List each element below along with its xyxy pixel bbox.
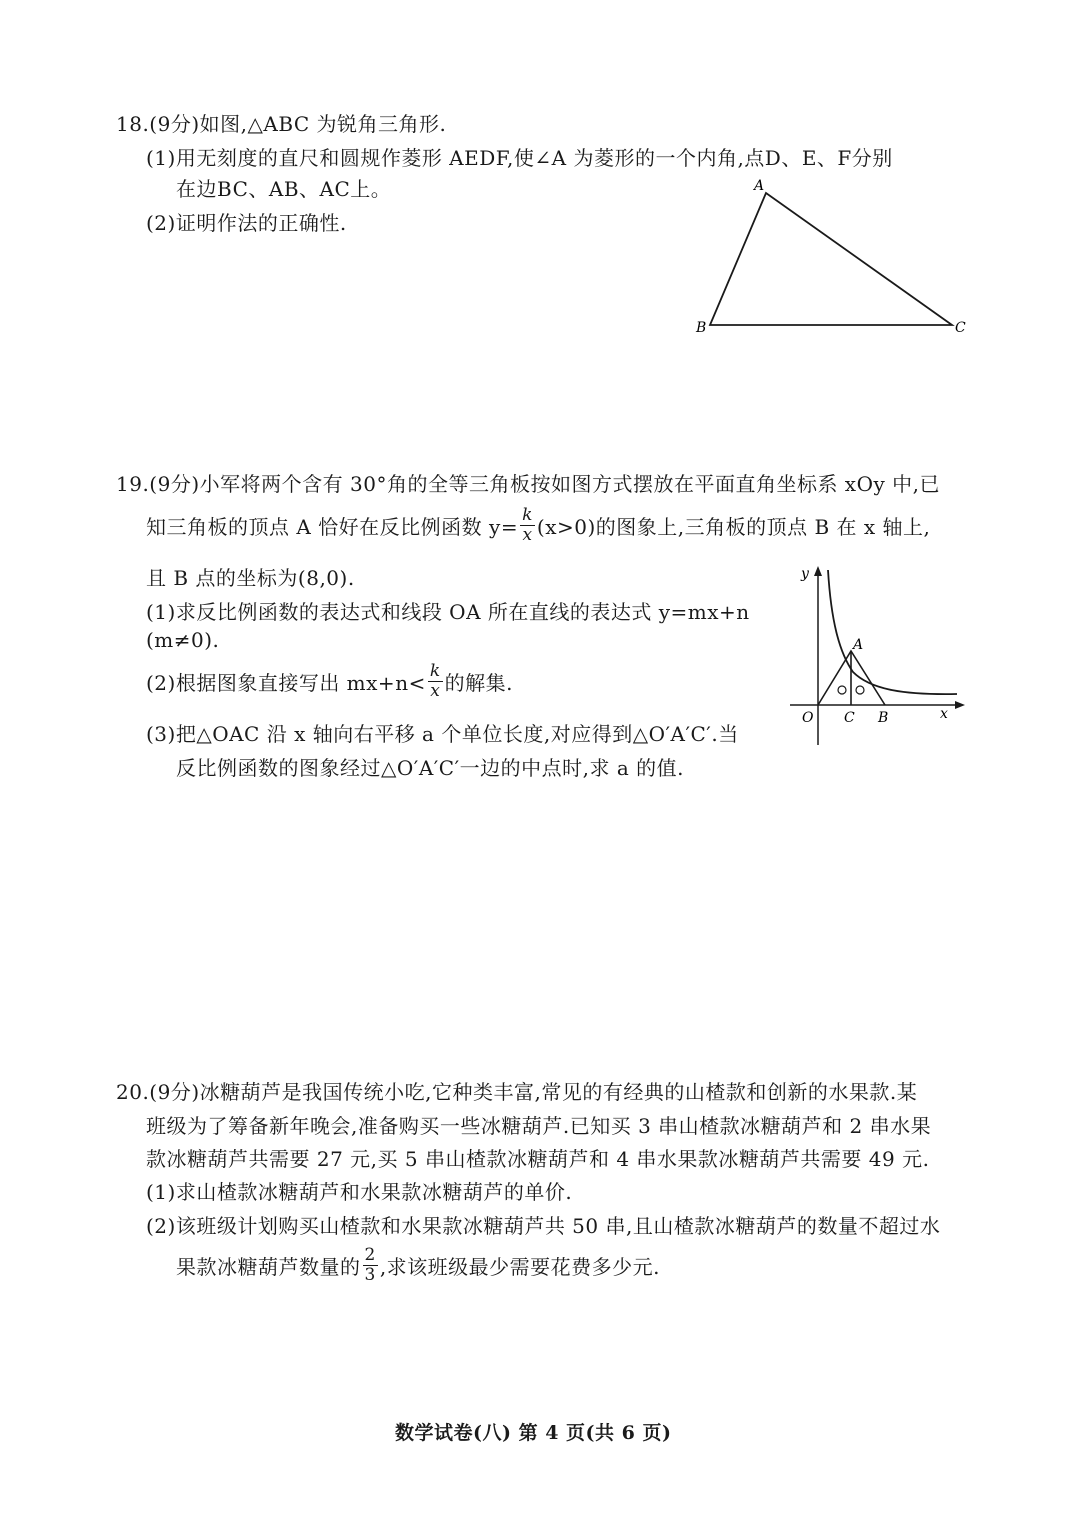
q18-triangle-figure (690, 170, 980, 345)
q18-part2: (2)证明作法的正确性. (146, 211, 347, 235)
q18-part1-line1: (1)用无刻度的直尺和圆规作菱形 AEDF,使∠A 为菱形的一个内角,点D、E、F分别 (146, 146, 893, 170)
q20-part2-line2-start: 果款冰糖葫芦数量的 (176, 1255, 361, 1279)
q19-label-a: A (853, 637, 864, 653)
q19-part2-end: 的解集. (444, 671, 513, 695)
q18-part1-line2: 在边BC、AB、AC上。 (176, 177, 392, 201)
q19-coordinate-figure (785, 560, 975, 750)
q19-part2-fraction (428, 662, 443, 701)
q19-label-b: B (878, 710, 889, 726)
q20-fraction-denominator: 3 (364, 1265, 376, 1285)
q20-fraction-two-thirds (363, 1246, 378, 1285)
q19-part2 (146, 662, 513, 701)
q19-line2 (146, 506, 930, 545)
q19-line1: 19.(9分)小军将两个含有 30°角的全等三角板按如图方式摆放在平面直角坐标系 xOy 中,已 (116, 472, 940, 496)
q20-part2-line1: (2)该班级计划购买山楂款和水果款冰糖葫芦共 50 串,且山楂款冰糖葫芦的数量不超过水 (146, 1214, 941, 1238)
q19-part1-line2: (m≠0). (146, 628, 220, 652)
q20-part1: (1)求山楂款冰糖葫芦和水果款冰糖葫芦的单价. (146, 1180, 573, 1204)
q20-fraction-numerator: 2 (364, 1245, 376, 1265)
q19-line2-end: (x>0)的图象上,三角板的顶点 B 在 x 轴上, (536, 515, 931, 539)
q20-line1: 20.(9分)冰糖葫芦是我国传统小吃,它种类丰富,常见的有经典的山楂款和创新的水果款.某 (116, 1080, 918, 1104)
q19-label-x: x (940, 706, 948, 722)
q18-vertex-c: C (955, 320, 966, 336)
q19-fraction-k-over-x (520, 506, 535, 545)
q19-label-c: C (844, 710, 855, 726)
q19-part3-line1: (3)把△OAC 沿 x 轴向右平移 a 个单位长度,对应得到△O′A′C′.当 (146, 722, 739, 746)
q19-label-o: O (802, 710, 814, 726)
q19-line3: 且 B 点的坐标为(8,0). (146, 566, 355, 590)
q19-part2-start: (2)根据图象直接写出 mx+n< (146, 671, 426, 695)
q19-part1-line1: (1)求反比例函数的表达式和线段 OA 所在直线的表达式 y=mx+n (146, 600, 750, 624)
q18-header: 18.(9分)如图,△ABC 为锐角三角形. (116, 112, 447, 136)
q20-line3: 款冰糖葫芦共需要 27 元,买 5 串山楂款冰糖葫芦和 4 串水果款冰糖葫芦共需要 49 元. (146, 1147, 930, 1171)
q19-label-y: y (801, 566, 809, 582)
q20-part2-line2 (176, 1246, 660, 1285)
page-footer: 数学试卷(八) 第 4 页(共 6 页) (395, 1422, 672, 1444)
q18-vertex-b: B (696, 320, 707, 336)
q19-fraction-numerator: k (522, 505, 533, 525)
q19-line2-start: 知三角板的顶点 A 恰好在反比例函数 y= (146, 515, 519, 539)
q20-line2: 班级为了筹备新年晚会,准备购买一些冰糖葫芦.已知买 3 串山楂款冰糖葫芦和 2 串水果 (146, 1114, 932, 1138)
q19-fraction-denominator: x (522, 525, 533, 545)
q18-vertex-a: A (754, 178, 765, 194)
q19-part2-fraction-numerator: k (429, 661, 441, 681)
q19-part2-fraction-denominator: x (430, 681, 441, 701)
q20-part2-line2-end: ,求该班级最少需要花费多少元. (379, 1255, 661, 1279)
q19-part3-line2: 反比例函数的图象经过△O′A′C′一边的中点时,求 a 的值. (176, 756, 684, 780)
